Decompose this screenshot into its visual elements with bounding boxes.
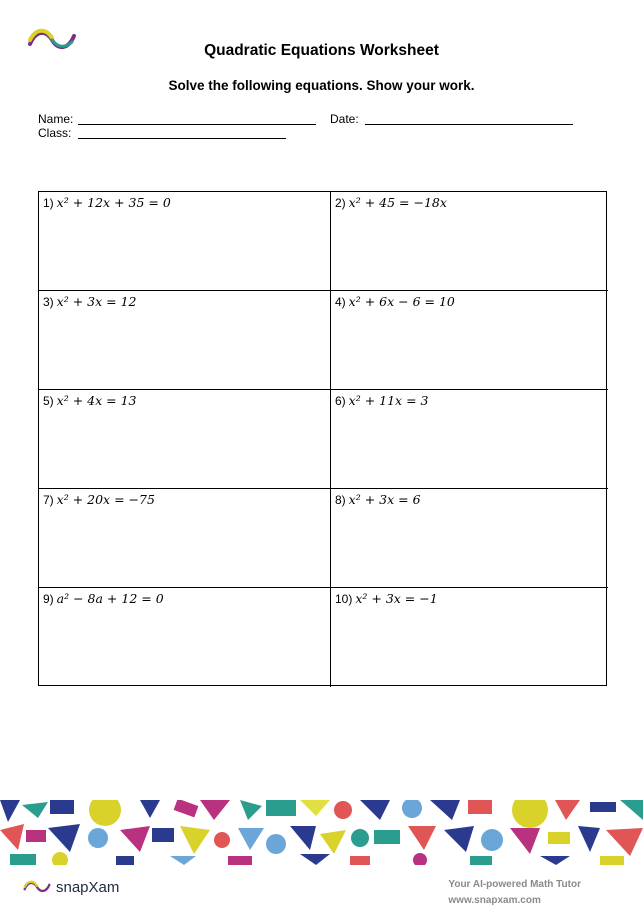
problem-cell [39, 489, 331, 588]
worksheet-title: Quadratic Equations Worksheet [204, 42, 439, 59]
problem-equation: x² + 3x = −1 [355, 591, 438, 606]
problem-number: 8) [335, 493, 346, 507]
problem-cell [39, 588, 331, 687]
instructions: Solve the following equations. Show your work. [168, 78, 475, 93]
problems-grid [38, 191, 607, 686]
date-label: Date: [330, 112, 359, 126]
problem-equation: x² + 12x + 35 = 0 [56, 195, 171, 210]
problem-equation: x² + 4x = 13 [56, 393, 137, 408]
problem-number: 7) [43, 493, 54, 507]
problem-number: 1) [43, 196, 54, 210]
problem-equation: x² + 3x = 6 [348, 492, 421, 507]
problem-number: 4) [335, 295, 346, 309]
name-field[interactable] [38, 112, 73, 126]
footer-website[interactable]: www.snapxam.com [448, 895, 541, 906]
problem-equation: x² + 3x = 12 [56, 294, 137, 309]
class-field[interactable] [38, 126, 71, 140]
problem-cell [331, 291, 608, 390]
date-line[interactable] [365, 124, 573, 125]
decorative-shapes-banner [0, 800, 643, 865]
problem-equation: x² + 20x = −75 [56, 492, 155, 507]
problem-equation: x² + 6x − 6 = 10 [348, 294, 455, 309]
problem-cell [39, 192, 331, 291]
brand-name: snapXam [56, 878, 120, 896]
footer-tagline: Your AI-powered Math Tutor [448, 879, 581, 890]
problem-number: 2) [335, 196, 346, 210]
problem-cell [331, 192, 608, 291]
problem-cell [331, 588, 608, 687]
problem-cell [39, 390, 331, 489]
problem-number: 6) [335, 394, 346, 408]
name-label: Name: [38, 112, 74, 126]
class-label: Class: [38, 126, 72, 140]
class-line[interactable] [78, 138, 286, 139]
problem-cell [331, 390, 608, 489]
problem-number: 10) [335, 592, 353, 606]
problem-number: 3) [43, 295, 54, 309]
problem-number: 5) [43, 394, 54, 408]
problem-cell [39, 291, 331, 390]
problem-number: 9) [43, 592, 54, 606]
problem-equation: x² + 45 = −18x [348, 195, 447, 210]
problem-cell [331, 489, 608, 588]
snapxam-logo-icon [22, 878, 52, 896]
date-field[interactable] [330, 112, 359, 126]
footer-brand[interactable] [22, 876, 119, 898]
footer-tagline-block [448, 877, 581, 909]
problem-equation: x² + 11x = 3 [348, 393, 429, 408]
name-line[interactable] [78, 124, 316, 125]
problem-equation: a² − 8a + 12 = 0 [56, 591, 164, 606]
